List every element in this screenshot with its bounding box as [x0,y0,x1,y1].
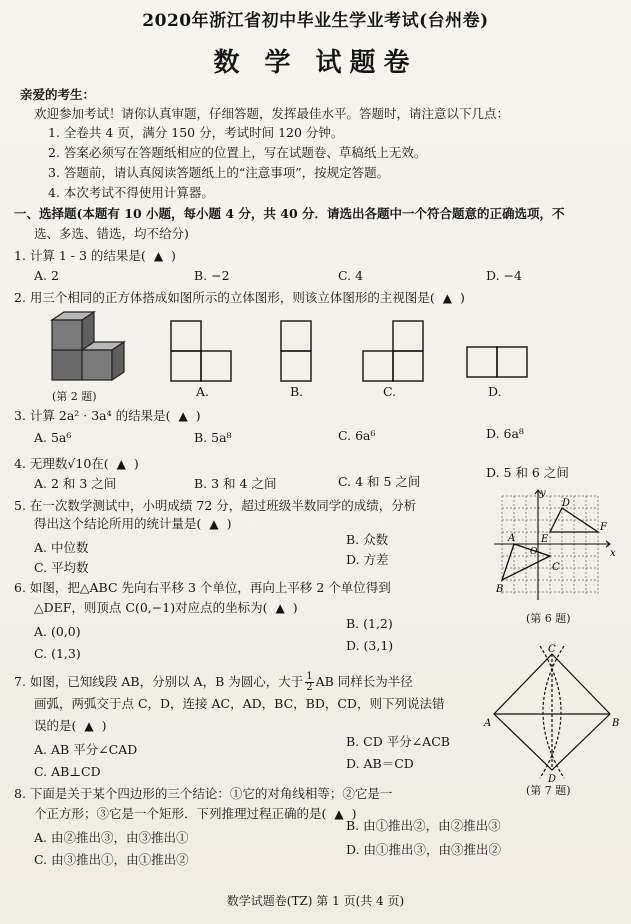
q4-option-c: C. 4 和 5 之间 [338,474,421,489]
fraction-numerator: 1 [306,671,313,682]
q3-option-c: C. 6a⁶ [338,428,376,443]
q4-stem-text: 4. 无理数√10在( [14,456,109,471]
close-paren: ) [195,408,201,423]
q6-label-y: y [540,488,546,499]
q8-option-a: A. 由②推出③，由③推出① [34,830,189,845]
q1-stem-text: 1. 计算 1 - 3 的结果是( [14,248,146,263]
notice-item-1: 1. 全卷共 4 页，满分 150 分，考试时间 120 分钟。 [48,125,344,140]
notice-item-3: 3. 答题前，请认真阅读答题纸上的“注意事项”，按规定答题。 [48,165,390,180]
q6-option-b: B. (1,2) [346,616,393,631]
q7-label-a: A [484,718,492,729]
q7-label-b: B [612,718,620,729]
q1-option-d: D. −4 [486,268,522,283]
q4-option-d: D. 5 和 6 之间 [486,465,569,480]
section1-instructions-line2: 选、多选、错选，均不给分) [34,226,189,241]
answer-blank-triangle: ▲ [442,291,453,305]
q8-option-d: D. 由①推出③，由③推出② [346,842,502,857]
q2-option-b-view [280,320,312,382]
close-paren: ) [101,718,107,733]
q6-label-b: B [496,584,504,595]
q3-stem [14,408,201,424]
close-paren: ) [133,456,139,471]
q1-option-c: C. 4 [338,268,364,283]
q2-option-d-view [466,346,528,378]
answer-blank-triangle: ▲ [209,517,219,531]
q6-coordinate-figure [492,486,620,606]
q7-stem-text: 误的是( [34,718,77,733]
q5-option-c: C. 平均数 [34,560,89,575]
q6-label-c: C [552,562,560,573]
section1-instructions-line1 [14,206,565,222]
q2-option-c: C. [383,384,397,399]
q3-option-d: D. 6a⁸ [486,426,524,441]
notice-item-4: 4. 本次考试不得使用计算器。 [48,185,214,200]
q6-figure-caption: (第 6 题) [526,612,571,625]
answer-blank-triangle: ▲ [334,807,344,821]
q7-construction-figure [484,644,620,785]
q6-option-d: D. (3,1) [346,638,394,653]
q3-stem-text: 3. 计算 2a² · 3a⁴ 的结果是( [14,408,171,423]
q8-stem-line1: 8. 下面是关于某个四边形的三个结论：①它的对角线相等；②它是一 [14,786,393,801]
q2-option-a-view [170,320,232,382]
q2-option-b: B. [290,384,304,399]
page-footer: 数学试题卷(TZ) 第 1 页(共 4 页) [226,894,405,908]
q5-option-a: A. 中位数 [34,540,89,555]
subject-title: 数 学 试题卷 [213,48,418,78]
greeting: 亲爱的考生： [20,87,96,102]
q2-stem-text: 2. 用三个相同的正方体搭成如图所示的立体图形，则该立体图形的主视图是( [14,290,435,305]
q7-stem-line3 [34,718,107,734]
q7-stem-text: 7. 如图，已知线段 AB，分别以 A，B 为圆心，大于 [14,674,304,689]
q5-stem-text: 得出这个结论所用的统计量是( [34,516,202,531]
q1-stem [14,248,176,264]
q7-option-d: D. AB＝CD [346,756,414,771]
q7-figure-caption: (第 7 题) [526,784,571,797]
q5-stem-line1: 5. 在一次数学测试中，小明成绩 72 分，超过班级半数同学的成绩，分析 [14,498,417,513]
close-paren: ) [460,290,465,305]
close-paren: ) [292,600,298,615]
notice-intro: 欢迎参加考试！请你认真审题，仔细答题，发挥最佳水平。答题时，请注意以下几点： [34,106,510,121]
q2-figure-caption: (第 2 题) [52,390,97,403]
q7-option-b: B. CD 平分∠ACB [346,734,450,749]
q6-stem-line2 [34,600,298,616]
q4-option-a: A. 2 和 3 之间 [34,476,117,491]
section1-text: 一、选择题(本题有 10 小题，每小题 4 分，共 40 分．请选出各题中一个符合题意的正确选项，不 [14,206,565,221]
q8-stem-line2 [34,806,357,822]
q6-label-e: E [541,534,549,545]
close-paren: ) [351,806,357,821]
q8-option-b: B. 由①推出②，由②推出③ [346,818,501,833]
q1-option-b: B. −2 [194,268,230,283]
q2-option-a: A. [196,384,210,399]
answer-blank-triangle: ▲ [116,457,126,471]
q6-label-f: F [600,522,607,533]
close-paren: ) [171,248,176,263]
q5-option-d: D. 方差 [346,552,389,567]
q7-stem-text-cont: AB 同样长为半径 [315,674,413,689]
q6-option-c: C. (1,3) [34,646,81,661]
q6-label-origin: O [530,547,538,557]
q7-stem-line2: 画弧，两弧交于点 C，D，连接 AC，AD，BC，BD，CD，则下列说法错 [34,696,445,711]
q7-option-a: A. AB 平分∠CAD [34,742,138,757]
q6-label-d: D [562,498,571,509]
answer-blank-triangle: ▲ [153,249,164,263]
q6-option-a: A. (0,0) [34,624,81,639]
answer-blank-triangle: ▲ [275,601,285,615]
notice-item-2: 2. 答案必须写在答题纸相应的位置上，写在试题卷、草稿纸上无效。 [48,145,427,160]
exam-title: 2020年浙江省初中毕业生学业考试(台州卷) [142,11,489,31]
q1-option-a: A. 2 [34,268,59,283]
q2-option-c-view [362,320,424,382]
q5-stem-line2 [34,516,232,532]
q6-label-x: x [610,548,616,559]
q2-option-d: D. [488,384,502,399]
q7-option-c: C. AB⊥CD [34,764,101,779]
q3-option-b: B. 5a⁸ [194,430,232,445]
q4-option-b: B. 3 和 4 之间 [194,476,277,491]
q5-option-b: B. 众数 [346,532,389,547]
fraction-denominator: 2 [306,682,313,693]
answer-blank-triangle: ▲ [84,719,94,733]
q7-label-d: D [548,774,557,785]
q7-stem-line1 [14,672,413,693]
q3-option-a: A. 5a⁶ [34,430,72,445]
q2-cube-figure [40,310,130,386]
q6-label-a: A [508,533,516,544]
q8-option-c: C. 由③推出①，由①推出② [34,852,189,867]
close-paren: ) [226,516,232,531]
q8-stem-text: 个正方形；③它是一个矩形．下列推理过程正确的是( [34,806,327,821]
answer-blank-triangle: ▲ [178,409,188,423]
q6-stem-line1: 6. 如图，把△ABC 先向右平移 3 个单位，再向上平移 2 个单位得到 [14,580,391,595]
q6-stem-text: △DEF，则顶点 C(0,−1)对应点的坐标为( [34,600,268,615]
q4-stem [14,456,139,472]
fraction-one-half [305,672,313,693]
q7-label-c: C [548,644,556,655]
q2-stem [14,290,465,306]
